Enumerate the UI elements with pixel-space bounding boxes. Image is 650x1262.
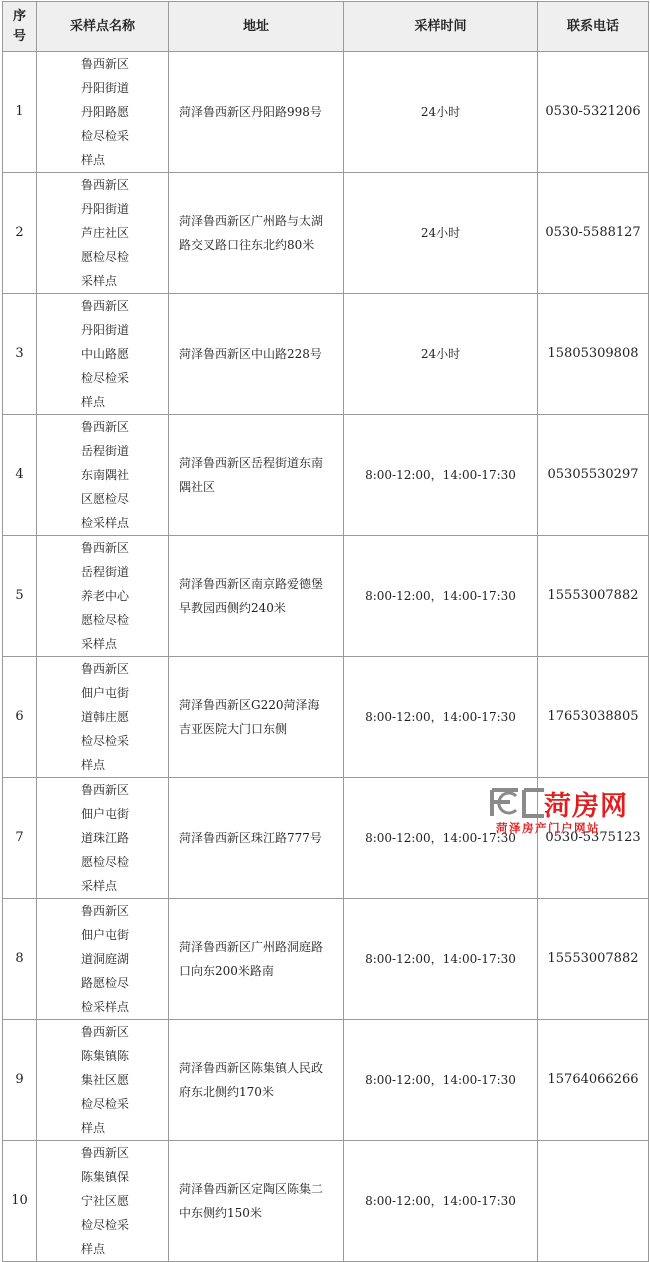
row-time: 8:00-12:00，14:00-17:30 (344, 415, 538, 536)
row-address: 菏泽鲁西新区广州路与太湖路交叉路口往东北约80米 (169, 173, 344, 294)
table-row (3, 536, 649, 657)
row-address: 菏泽鲁西新区G220菏泽海吉亚医院大门口东侧 (169, 657, 344, 778)
row-address: 菏泽鲁西新区广州路洞庭路口向东200米路南 (169, 899, 344, 1020)
site-watermark (486, 782, 650, 839)
table-row (3, 173, 649, 294)
row-site: 鲁西新区丹阳街道丹阳路愿检尽检采样点 (37, 52, 169, 173)
row-time: 8:00-12:00，14:00-17:30 (344, 1141, 538, 1262)
header-seq: 序号 (3, 2, 37, 52)
row-seq: 8 (3, 899, 37, 1020)
row-site: 鲁西新区佃户屯街道韩庄愿检尽检采样点 (37, 657, 169, 778)
row-seq: 6 (3, 657, 37, 778)
header-time: 采样时间 (344, 2, 538, 52)
row-site: 鲁西新区丹阳街道芦庄社区愿检尽检采样点 (37, 173, 169, 294)
row-address: 菏泽鲁西新区南京路爱德堡早教园西侧约240米 (169, 536, 344, 657)
table-row (3, 415, 649, 536)
row-site: 鲁西新区丹阳街道中山路愿检尽检采样点 (37, 294, 169, 415)
row-seq: 5 (3, 536, 37, 657)
row-address: 菏泽鲁西新区定陶区陈集二中东侧约150米 (169, 1141, 344, 1262)
table-row (3, 294, 649, 415)
row-time: 8:00-12:00，14:00-17:30 (344, 899, 538, 1020)
row-time: 8:00-12:00，14:00-17:30 (344, 1020, 538, 1141)
row-phone: 15553007882 (538, 899, 649, 1020)
row-site: 鲁西新区岳程街道养老中心愿检尽检采样点 (37, 536, 169, 657)
row-address: 菏泽鲁西新区丹阳路998号 (169, 52, 344, 173)
row-address: 菏泽鲁西新区中山路228号 (169, 294, 344, 415)
brand-name: 菏房网 (544, 791, 628, 822)
row-phone: 05305530297 (538, 415, 649, 536)
row-phone: 15764066266 (538, 1020, 649, 1141)
row-time: 8:00-12:00，14:00-17:30 (344, 657, 538, 778)
table-row (3, 52, 649, 173)
row-seq: 10 (3, 1141, 37, 1262)
row-address: 菏泽鲁西新区珠江路777号 (169, 778, 344, 899)
header-address: 地址 (169, 2, 344, 52)
row-phone (538, 1141, 649, 1262)
row-phone: 15553007882 (538, 536, 649, 657)
row-phone: 0530-5588127 (538, 173, 649, 294)
table-row (3, 657, 649, 778)
row-seq: 4 (3, 415, 37, 536)
row-seq: 2 (3, 173, 37, 294)
row-phone: 17653038805 (538, 657, 649, 778)
row-address: 菏泽鲁西新区陈集镇人民政府东北侧约170米 (169, 1020, 344, 1141)
row-phone: 15805309808 (538, 294, 649, 415)
row-site: 鲁西新区佃户屯街道洞庭湖路愿检尽检采样点 (37, 899, 169, 1020)
row-seq: 1 (3, 52, 37, 173)
row-site: 鲁西新区佃户屯街道珠江路愿检尽检采样点 (37, 778, 169, 899)
row-phone: 0530-5321206 (538, 52, 649, 173)
row-address: 菏泽鲁西新区岳程街道东南隅社区 (169, 415, 344, 536)
row-time: 24小时 (344, 173, 538, 294)
header-phone: 联系电话 (538, 2, 649, 52)
table-header-row (3, 2, 649, 52)
row-site: 鲁西新区陈集镇陈集社区愿检尽检采样点 (37, 1020, 169, 1141)
sampling-sites-table (2, 1, 649, 1262)
row-time: 24小时 (344, 52, 538, 173)
row-seq: 7 (3, 778, 37, 899)
row-seq: 9 (3, 1020, 37, 1141)
header-site: 采样点名称 (37, 2, 169, 52)
row-seq: 3 (3, 294, 37, 415)
table-row (3, 899, 649, 1020)
row-site: 鲁西新区岳程街道东南隅社区愿检尽检采样点 (37, 415, 169, 536)
row-site: 鲁西新区陈集镇保宁社区愿检尽检采样点 (37, 1141, 169, 1262)
table-row (3, 1020, 649, 1141)
brand-logo-icon (488, 782, 548, 822)
row-time: 8:00-12:00，14:00-17:30 (344, 536, 538, 657)
row-time: 24小时 (344, 294, 538, 415)
brand-tagline: 菏泽房产门户网站 (496, 821, 600, 835)
row-time: 8:00-12:00，14:00-17:30 (344, 778, 538, 899)
row-phone: 0530-5375123 (538, 778, 649, 899)
table-row (3, 1141, 649, 1262)
